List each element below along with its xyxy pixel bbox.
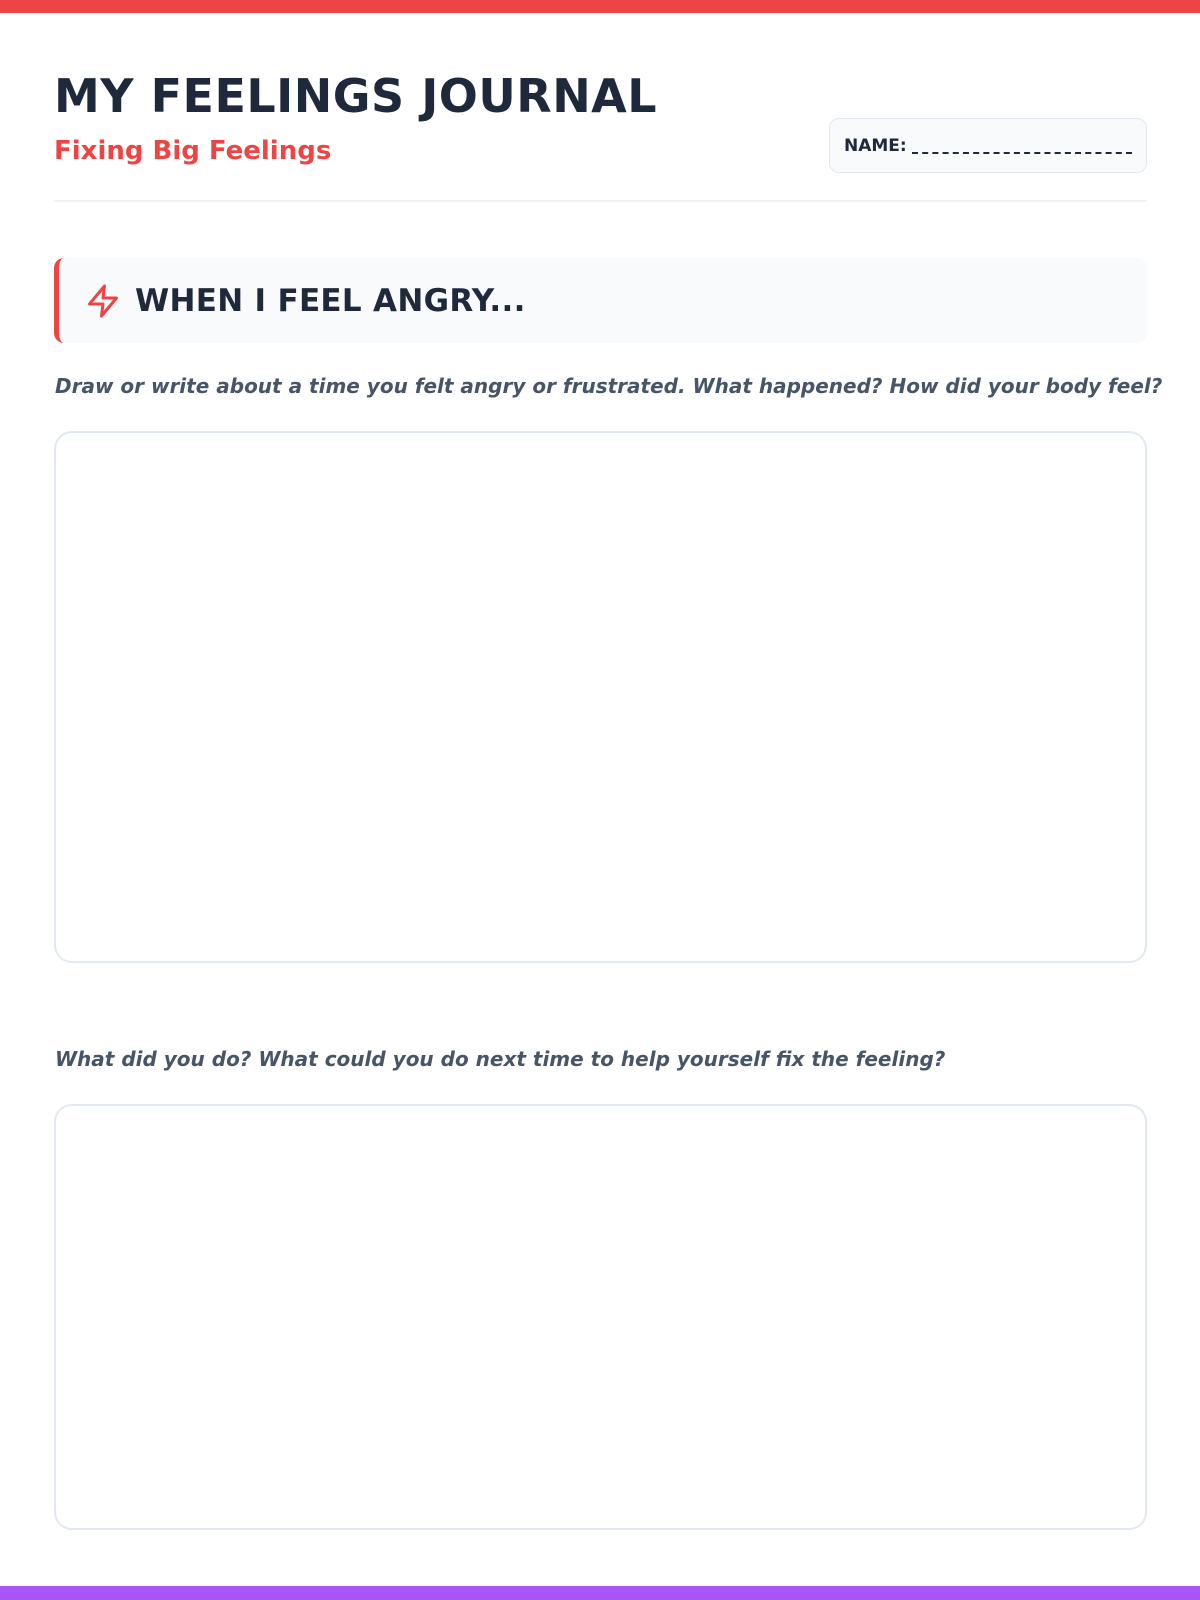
- page-header: [54, 68, 1147, 202]
- name-blank-line: [912, 150, 1132, 154]
- prompt-1: Draw or write about a time you felt angry or frustrated. What happened? How did your body feel?: [55, 374, 1163, 398]
- bottom-accent-bar: [0, 1586, 1200, 1600]
- top-accent-bar: [0, 0, 1200, 13]
- page-subtitle: Fixing Big Feelings: [54, 136, 332, 166]
- lightning-bolt-icon: [85, 282, 121, 320]
- section-title: WHEN I FEEL ANGRY...: [135, 282, 526, 319]
- name-label: NAME:: [844, 135, 907, 156]
- prompt-2: What did you do? What could you do next time to help yourself fix the feeling?: [55, 1047, 946, 1071]
- page-title: MY FEELINGS JOURNAL: [54, 69, 658, 123]
- section-heading-angry: [54, 258, 1147, 343]
- name-field[interactable]: [829, 118, 1147, 173]
- answer-box-2[interactable]: [54, 1104, 1147, 1530]
- answer-box-1[interactable]: [54, 431, 1147, 963]
